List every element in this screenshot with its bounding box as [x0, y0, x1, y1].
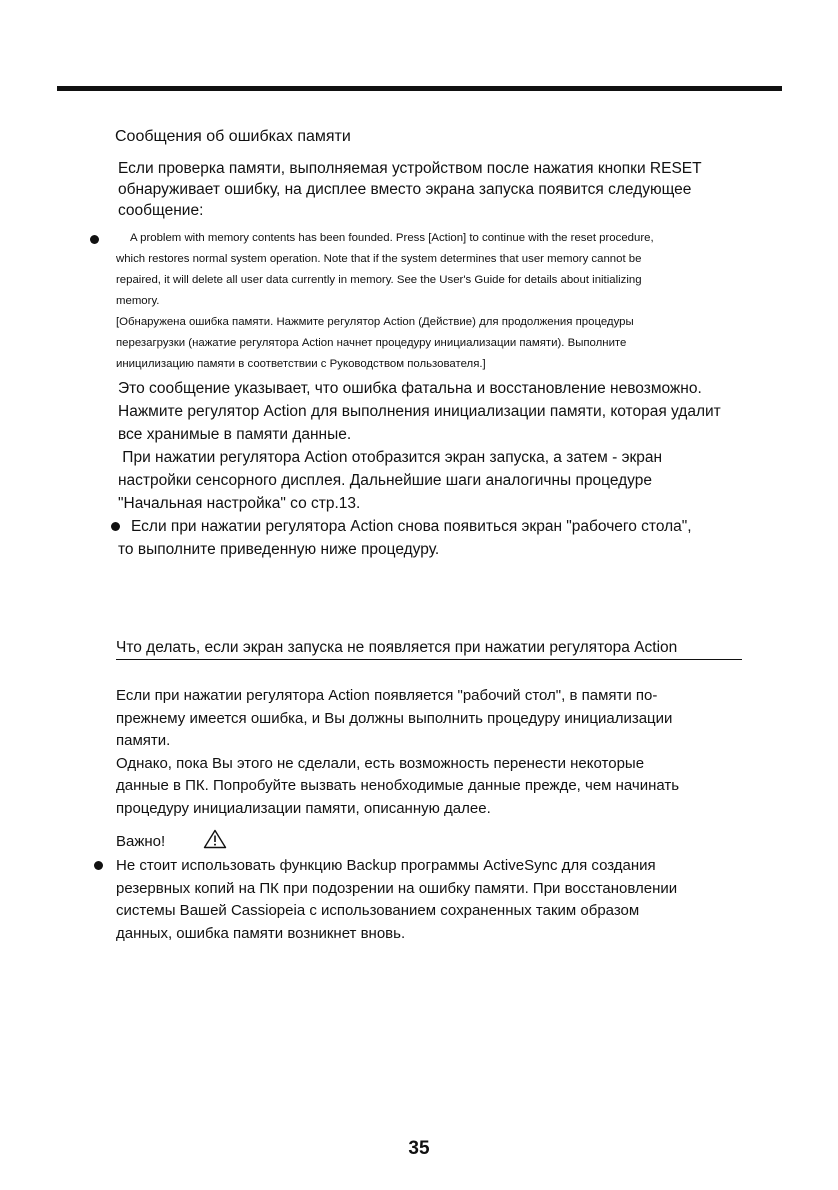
section2-body	[116, 685, 679, 820]
intro-line: сообщение:	[118, 202, 204, 219]
message-ru-line: перезагрузки (нажатие регулятора Action начнет процедуру инициализации памяти). Выполните	[116, 337, 627, 349]
intro-paragraph	[118, 158, 702, 221]
body-line: процедуру инициализации памяти, описанную далее.	[116, 799, 491, 817]
message-en-line: repaired, it will delete all user data currently in memory. See the User's Guide for details about initializing	[116, 274, 642, 286]
section-title-memory-errors: Сообщения об ошибках памяти	[115, 128, 351, 145]
warning-triangle-icon	[203, 829, 227, 849]
warning-line: Не стоит использовать функцию Backup программы ActiveSync для создания	[116, 857, 656, 874]
explanation-line: Нажмите регулятор Action для выполнения инициализации памяти, которая удалит	[118, 403, 721, 420]
explanation-line: все хранимые в памяти данные.	[118, 426, 352, 443]
error-message-quote	[116, 228, 654, 375]
section-title-no-startup-screen: Что делать, если экран запуска не появляется при нажатии регулятора Action	[116, 638, 742, 660]
warning-line: системы Вашей Cassiopeia с использованием сохраненных таким образом	[116, 902, 640, 919]
important-label: Важно!	[116, 833, 166, 850]
bullet-icon	[94, 861, 103, 870]
message-ru-line: иницилизацию памяти в соответствии с Руководством пользователя.]	[116, 358, 486, 370]
message-en-line: which restores normal system operation. Note that if the system determines that user memory cannot be	[116, 253, 642, 265]
warning-line: данных, ошибка памяти возникнет вновь.	[116, 924, 406, 942]
bullet-icon	[90, 235, 99, 244]
page-number: 35	[408, 1138, 430, 1159]
explanation-line: то выполните приведенную ниже процедуру.	[118, 541, 440, 558]
message-en-line: memory.	[116, 295, 160, 307]
body-line: памяти.	[116, 732, 171, 749]
warning-line: резервных копий на ПК при подозрении на ошибку памяти. При восстановлении	[116, 879, 678, 897]
message-ru-line: [Обнаружена ошибка памяти. Нажмите регулятор Action (Действие) для продолжения процедуры	[116, 316, 634, 328]
explanation-line: Это сообщение указывает, что ошибка фатальна и восстановление невозможно.	[118, 380, 702, 397]
body-line: Однако, пока Вы этого не сделали, есть возможность перенести некоторые	[116, 754, 645, 772]
explanation-paragraph	[118, 377, 721, 561]
top-rule	[57, 86, 782, 91]
intro-line: обнаруживает ошибку, на дисплее вместо экрана запуска появится следующее	[118, 181, 692, 198]
intro-line: Если проверка памяти, выполняемая устройством после нажатия кнопки RESET	[118, 160, 702, 177]
explanation-line: настройки сенсорного дисплея. Дальнейшие шаги аналогичны процедуре	[118, 472, 652, 489]
explanation-line: Если при нажатии регулятора Action снова появиться экран "рабочего стола",	[131, 518, 692, 535]
warning-paragraph	[116, 855, 677, 945]
body-line: Если при нажатии регулятора Action появляется "рабочий стол", в памяти по-	[116, 687, 658, 704]
body-line: прежнему имеется ошибка, и Вы должны выполнить процедуру инициализации	[116, 709, 673, 727]
explanation-line: "Начальная настройка" со стр.13.	[118, 495, 361, 512]
message-en-line: A problem with memory contents has been founded. Press [Action] to continue with the reset procedure,	[130, 232, 654, 244]
explanation-line: При нажатии регулятора Action отобразится экран запуска, а затем - экран	[118, 449, 663, 466]
body-line: данные в ПК. Попробуйте вызвать ненобходимые данные прежде, чем начинать	[116, 777, 680, 794]
